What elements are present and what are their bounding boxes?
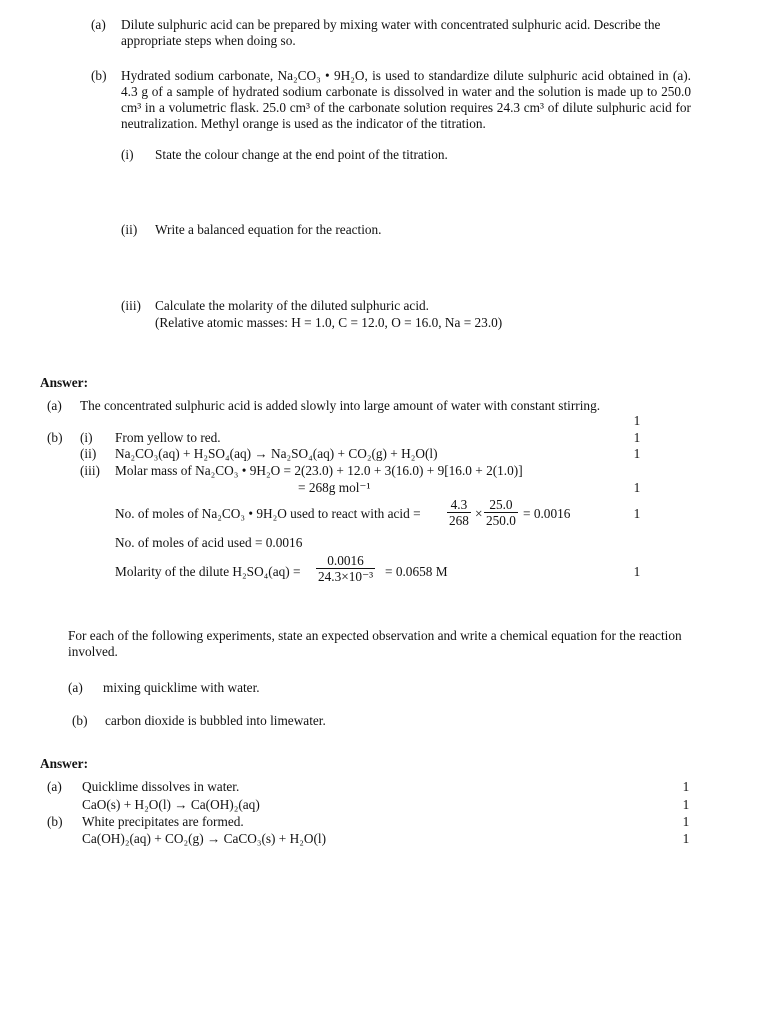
ans1-ii-label: (ii) — [80, 446, 97, 461]
ans1-b-label: (b) — [47, 430, 63, 445]
ans1-iii-text: Molar mass of Na₂CO₃ • 9H₂O = 2(23.0) + 12.0 + 3(16.0) + 9[16.0 + 2(1.0)] — [115, 463, 523, 478]
fraction-mass-over-molar-mass — [447, 497, 471, 528]
ans2-b-line2: Ca(OH)₂(aq) + CO₂(g) → CaCO₃(s) + H₂O(l) — [82, 831, 327, 846]
q1-b-text: Hydrated sodium carbonate, Na₂CO₃ • 9H₂O, is used to standardize dilute sulphuric acid obtained in (a). 4.3 g of a sample of hydrated sodium carbonate is dissolved in water and the solution is made up to 250.0 cm³ in a volumetric flask. 25.0 cm³ of the carbonate solution requires 24.3 cm³ of dilute sulphuric acid for neutralization. Methyl orange is used as the indicator of the titration. — [121, 68, 691, 131]
q2-intro: For each of the following experiments, state an expected observation and write a chemical equation for the reaction involved. — [68, 628, 682, 659]
q1-a-label: (a) — [91, 17, 106, 32]
times-sign: × — [475, 506, 483, 521]
molarity-result: = 0.0658 M — [385, 564, 448, 579]
q1-iii-label: (iii) — [121, 298, 141, 313]
ans1-i-label: (i) — [80, 430, 93, 445]
ans1-iii-result: = 268g mol⁻¹ — [298, 480, 371, 495]
fraction-numerator: 0.0016 — [327, 553, 364, 568]
moles-carbonate-label: No. of moles of Na₂CO₃ • 9H₂O used to react with acid = — [115, 506, 421, 521]
q1-i-label: (i) — [121, 147, 134, 162]
mark-value: 1 — [633, 413, 641, 428]
q2-a-text: mixing quicklime with water. — [103, 680, 260, 695]
fraction-numerator: 25.0 — [489, 497, 513, 512]
q1-ii-text: Write a balanced equation for the reaction. — [155, 222, 382, 237]
mark-value: 1 — [633, 564, 641, 579]
mark-value: 1 — [682, 779, 690, 794]
mark-value: 1 — [633, 446, 641, 461]
ans1-iii-label: (iii) — [80, 463, 100, 478]
q2-a-label: (a) — [68, 680, 83, 695]
ans1-a-text: The concentrated sulphuric acid is added slowly into large amount of water with constant stirring. — [80, 398, 601, 413]
fraction-denominator: 250.0 — [486, 513, 516, 528]
q2-b-text: carbon dioxide is bubbled into limewater. — [105, 713, 326, 728]
ans2-a-line2: CaO(s) + H₂O(l) → Ca(OH)₂(aq) — [82, 797, 260, 812]
mark-value: 1 — [682, 814, 690, 829]
ans1-i-text: From yellow to red. — [115, 430, 221, 445]
fraction-numerator: 4.3 — [450, 497, 468, 512]
q1-i-text: State the colour change at the end point of the titration. — [155, 147, 448, 162]
ans2-a-label: (a) — [47, 779, 62, 794]
answer-2-heading: Answer: — [40, 756, 89, 771]
q2-b-label: (b) — [72, 713, 88, 728]
ans1-a-label: (a) — [47, 398, 62, 413]
q1-b-label: (b) — [91, 68, 107, 83]
moles-carbonate-result: = 0.0016 — [523, 506, 571, 521]
fraction-denominator: 268 — [449, 513, 469, 528]
ans2-b-label: (b) — [47, 814, 63, 829]
mark-value: 1 — [633, 430, 641, 445]
q1-iii-note: (Relative atomic masses: H = 1.0, C = 12.0, O = 16.0, Na = 23.0) — [155, 315, 503, 330]
molarity-label: Molarity of the dilute H₂SO₄(aq) = — [115, 564, 301, 579]
fraction-molarity — [316, 553, 375, 584]
ans2-b-line1: White precipitates are formed. — [82, 814, 244, 829]
q1-ii-label: (ii) — [121, 222, 138, 237]
mark-value: 1 — [682, 797, 690, 812]
q1-iii-text: Calculate the molarity of the diluted sulphuric acid. — [155, 298, 429, 313]
mark-value: 1 — [633, 506, 641, 521]
fraction-aliquot-ratio — [484, 497, 518, 528]
answer-1-heading: Answer: — [40, 375, 89, 390]
moles-acid-line: No. of moles of acid used = 0.0016 — [115, 535, 303, 550]
q1-a-text: Dilute sulphuric acid can be prepared by mixing water with concentrated sulphuric acid. Describe the appropriate steps when doing so. — [121, 17, 661, 48]
ans1-ii-text: Na₂CO₃(aq) + H₂SO₄(aq) → Na₂SO₄(aq) + CO₂(g) + H₂O(l) — [115, 446, 438, 461]
fraction-denominator: 24.3×10⁻³ — [318, 569, 374, 584]
ans2-a-line1: Quicklime dissolves in water. — [82, 779, 240, 794]
mark-value: 1 — [633, 480, 641, 495]
mark-value: 1 — [682, 831, 690, 846]
